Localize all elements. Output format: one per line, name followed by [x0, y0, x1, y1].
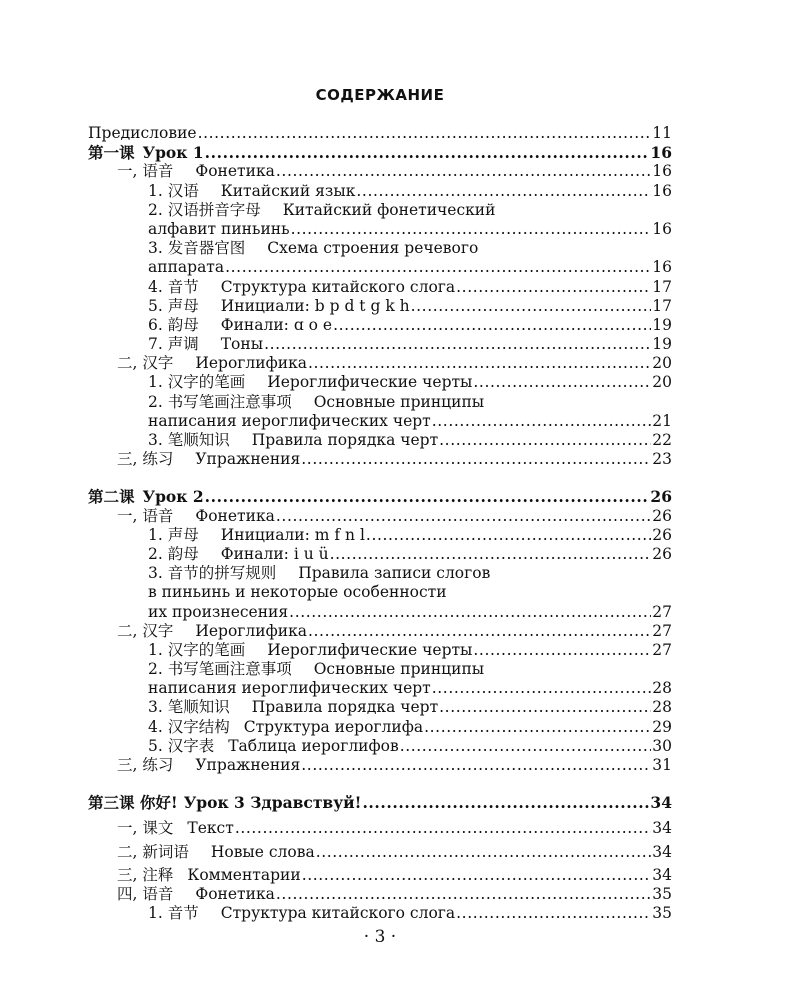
dot-leader [291, 220, 652, 239]
toc-entry[interactable] [88, 904, 672, 923]
dot-leader [439, 698, 651, 717]
toc-page-number: 16 [652, 219, 672, 238]
dot-leader [330, 545, 652, 564]
dot-leader [362, 793, 649, 812]
toc-entry-chinese: 1. 音节 [148, 904, 199, 923]
toc-entry-chinese: 1. 汉字的笔画 [148, 373, 246, 392]
toc-entry-lesson[interactable] [88, 793, 672, 812]
dot-leader [308, 354, 651, 373]
toc-page-number: 28 [652, 679, 672, 698]
toc-entry[interactable] [88, 866, 672, 885]
toc-page-number: 31 [652, 756, 672, 774]
toc-entry[interactable] [88, 393, 672, 412]
toc-entry-chinese: 1. 汉语 [148, 181, 199, 200]
toc-entry-title: Основные принципы [313, 660, 485, 679]
toc-entry-title-cont: написания иероглифических черт [148, 411, 431, 430]
dot-leader [411, 297, 652, 316]
toc-page-number: 17 [652, 277, 672, 296]
toc-page-number: 20 [652, 354, 672, 373]
toc-entry[interactable] [88, 297, 672, 316]
dot-leader [356, 182, 651, 201]
toc-entry-chinese: 第三课 你好! [88, 793, 178, 813]
toc-entry-title: Структура иероглифа [243, 717, 424, 736]
toc-entry-title: Таблица иероглифов [228, 736, 399, 755]
dot-leader [276, 885, 651, 904]
toc-entry-chinese: 2. 书写笔画注意事项 [148, 660, 292, 679]
toc-entry-title: Тоны [220, 335, 264, 354]
toc-page-number: 23 [652, 450, 672, 469]
toc-entry-title: Иероглифика [195, 354, 307, 373]
toc-entry[interactable] [88, 373, 672, 392]
toc-page-number: 27 [652, 640, 672, 659]
toc-entry[interactable] [88, 737, 672, 756]
toc-entry-chinese: 4. 汉字结构 [148, 717, 230, 736]
toc-page-number: 35 [652, 884, 672, 903]
toc-entry[interactable] [88, 885, 672, 904]
toc-entry-title: Правила записи слогов [298, 564, 491, 583]
dot-leader [432, 679, 652, 698]
dot-leader [198, 124, 652, 143]
toc-page-number: 35 [652, 904, 672, 923]
toc-entry-title: Фонетика [195, 162, 275, 181]
toc-page-number: 26 [652, 544, 672, 563]
toc-entry-chinese: 4. 音节 [148, 277, 199, 296]
dot-leader [276, 507, 651, 526]
dot-leader [366, 526, 651, 545]
toc-entry-chinese: 二, 汉字 [117, 621, 174, 640]
toc-entry[interactable] [88, 450, 672, 469]
toc-entry-continuation[interactable] [88, 258, 672, 277]
toc-entry-chinese: 3. 音节的拼写规则 [148, 564, 277, 583]
toc-entry[interactable] [88, 641, 672, 660]
toc-page-number: 34 [650, 793, 672, 813]
dot-leader [302, 866, 652, 885]
dot-leader [456, 278, 651, 297]
toc-entry-continuation[interactable] [88, 583, 672, 602]
toc-entry-title: Упражнения [195, 450, 301, 469]
toc-entry[interactable] [88, 182, 672, 201]
toc-entry-title: Структура китайского слога [220, 277, 456, 296]
dot-leader [225, 258, 651, 277]
toc-entry-continuation[interactable] [88, 220, 672, 239]
toc-entry-title: Урок 3 Здравствуй! [183, 793, 362, 813]
section-spacer [88, 469, 672, 487]
toc-entry-lesson[interactable] [88, 487, 672, 506]
toc-entry-chinese: 三, 练习 [117, 450, 174, 469]
dot-leader [400, 737, 652, 756]
toc-entry-title: Иероглифика [195, 621, 307, 640]
toc-entry-title: Схема строения речевого [267, 239, 479, 258]
dot-leader [308, 622, 651, 641]
toc-entry-chinese: 三, 练习 [117, 756, 174, 774]
toc-page-number: 20 [652, 373, 672, 392]
toc-entry[interactable] [88, 162, 672, 181]
toc-entry[interactable] [88, 819, 672, 838]
toc-entry-chinese: 2. 韵母 [148, 544, 199, 563]
dot-leader [289, 603, 651, 622]
toc-page-number: 11 [652, 124, 672, 142]
dot-leader [456, 904, 651, 923]
spacer [88, 812, 672, 819]
toc-page-number: 16 [652, 162, 672, 181]
toc-entry[interactable] [88, 660, 672, 679]
toc-entry-title-cont: их произнесения [148, 602, 289, 621]
dot-leader [205, 487, 650, 506]
toc-entry-continuation[interactable] [88, 412, 672, 431]
toc-page-number: 26 [652, 506, 672, 525]
toc-entry-title: Китайский язык [220, 181, 356, 200]
dot-leader [301, 450, 651, 469]
toc-entry[interactable] [88, 564, 672, 583]
toc-entry-title: Правила порядка черт [251, 431, 439, 449]
toc-entry-chinese: 2. 书写笔画注意事项 [148, 392, 292, 411]
toc-entry-chinese: 三, 注释 [117, 865, 174, 884]
toc-page-number: 27 [652, 602, 672, 621]
toc-entry-title: Иероглифические черты [267, 373, 473, 392]
dot-leader [424, 718, 651, 737]
dot-leader [264, 335, 651, 354]
toc-page-number: 30 [652, 736, 672, 755]
toc-page-number: 26 [650, 487, 672, 507]
toc-entry-chinese: 1. 汉字的笔画 [148, 640, 246, 659]
toc-entry-chinese: 一, 语音 [117, 506, 174, 525]
page-title: СОДЕРЖАНИЕ [315, 86, 445, 104]
toc-entry[interactable] [88, 354, 672, 373]
toc-entry[interactable] [88, 124, 672, 143]
toc-entry[interactable] [88, 526, 672, 545]
dot-leader [301, 756, 651, 775]
toc-entry[interactable] [88, 239, 672, 258]
section-spacer [88, 775, 672, 793]
toc-entry[interactable] [88, 545, 672, 564]
toc-entry-title: Иероглифические черты [267, 640, 473, 659]
toc-entry[interactable] [88, 718, 672, 737]
toc-entry-title: Текст [187, 819, 234, 838]
toc-entry-title: Основные принципы [313, 392, 485, 411]
dot-leader [439, 431, 651, 450]
toc-entry-title: Инициали: m f n l [220, 525, 365, 544]
toc-entry-chinese: 5. 声母 [148, 296, 199, 315]
toc-entry-title: Предисловие [88, 124, 197, 142]
dot-leader [473, 373, 651, 392]
toc-page-number: 27 [652, 621, 672, 640]
toc-entry-title: Финали: ɑ o e [220, 315, 333, 334]
table-of-contents [88, 124, 672, 923]
toc-entry-title: Финали: i u ü [220, 544, 329, 563]
toc-page-number: 16 [652, 258, 672, 277]
toc-page-number: 34 [652, 819, 672, 838]
toc-entry-chinese: 2. 汉语拼音字母 [148, 200, 261, 219]
toc-entry-title-cont: в пиньинь и некоторые особенности [148, 583, 447, 602]
toc-entry-chinese: 6. 韵母 [148, 315, 199, 334]
toc-page-number: 26 [652, 525, 672, 544]
toc-entry-title: Упражнения [195, 756, 301, 774]
toc-page-number: 21 [652, 411, 672, 430]
toc-page-number: 34 [652, 865, 672, 884]
toc-entry-title: Фонетика [195, 884, 275, 903]
toc-entry-chinese: 一, 课文 [117, 819, 174, 838]
toc-entry-title: Структура китайского слога [220, 904, 456, 923]
toc-entry[interactable] [88, 201, 672, 220]
dot-leader [432, 412, 652, 431]
toc-entry-chinese: 第二课 [88, 487, 135, 507]
toc-entry-chinese: 一, 语音 [117, 162, 174, 181]
toc-entry[interactable] [88, 278, 672, 297]
toc-entry-title: Урок 2 [142, 487, 204, 507]
toc-entry-chinese: 二, 汉字 [117, 354, 174, 373]
toc-entry-chinese: 7. 声调 [148, 335, 199, 354]
toc-entry[interactable] [88, 622, 672, 641]
toc-page-number: 22 [652, 431, 672, 449]
dot-leader [276, 162, 651, 181]
toc-entry-chinese: 3. 笔顺知识 [148, 431, 230, 449]
toc-entry-title: Китайский фонетический [282, 200, 496, 219]
toc-entry[interactable] [88, 698, 672, 717]
page-number: · 3 · [363, 927, 397, 947]
toc-page-number: 17 [652, 296, 672, 315]
toc-entry[interactable] [88, 507, 672, 526]
toc-page-number: 16 [650, 143, 672, 163]
toc-entry-title-cont: алфавит пиньинь [148, 219, 290, 238]
toc-entry-chinese: 第一课 [88, 143, 135, 163]
dot-leader [316, 843, 652, 862]
toc-entry-chinese: 二, 新词语 [117, 842, 189, 861]
toc-entry-title: Комментарии [187, 865, 301, 884]
toc-entry[interactable] [88, 335, 672, 354]
toc-page-number: 28 [652, 698, 672, 717]
toc-entry-chinese: 四, 语音 [117, 884, 174, 903]
toc-entry[interactable] [88, 431, 672, 450]
toc-entry-title: Инициали: b p d t g k h [220, 296, 410, 315]
toc-entry-chinese: 3. 笔顺知识 [148, 698, 230, 717]
toc-entry-title: Новые слова [210, 842, 315, 861]
toc-entry-title-cont: написания иероглифических черт [148, 679, 431, 698]
toc-entry-chinese: 5. 汉字表 [148, 736, 215, 755]
toc-page-number: 19 [652, 335, 672, 354]
dot-leader [235, 819, 651, 838]
toc-entry-title: Правила порядка черт [251, 698, 439, 717]
toc-entry[interactable] [88, 316, 672, 335]
toc-page-number: 16 [652, 181, 672, 200]
toc-entry-title: Урок 1 [142, 143, 204, 163]
toc-entry-title: Фонетика [195, 506, 275, 525]
dot-leader [205, 143, 650, 162]
toc-entry[interactable] [88, 843, 672, 862]
toc-entry-title-cont: аппарата [148, 258, 225, 277]
toc-entry[interactable] [88, 756, 672, 775]
dot-leader [333, 316, 651, 335]
toc-entry-chinese: 1. 声母 [148, 525, 199, 544]
toc-entry-chinese: 3. 发音器官图 [148, 239, 246, 258]
toc-page-number: 34 [652, 842, 672, 861]
dot-leader [473, 641, 651, 660]
toc-page-number: 29 [652, 717, 672, 736]
toc-entry-continuation[interactable] [88, 603, 672, 622]
toc-entry-lesson[interactable] [88, 143, 672, 162]
toc-page-number: 19 [652, 315, 672, 334]
toc-entry-continuation[interactable] [88, 679, 672, 698]
